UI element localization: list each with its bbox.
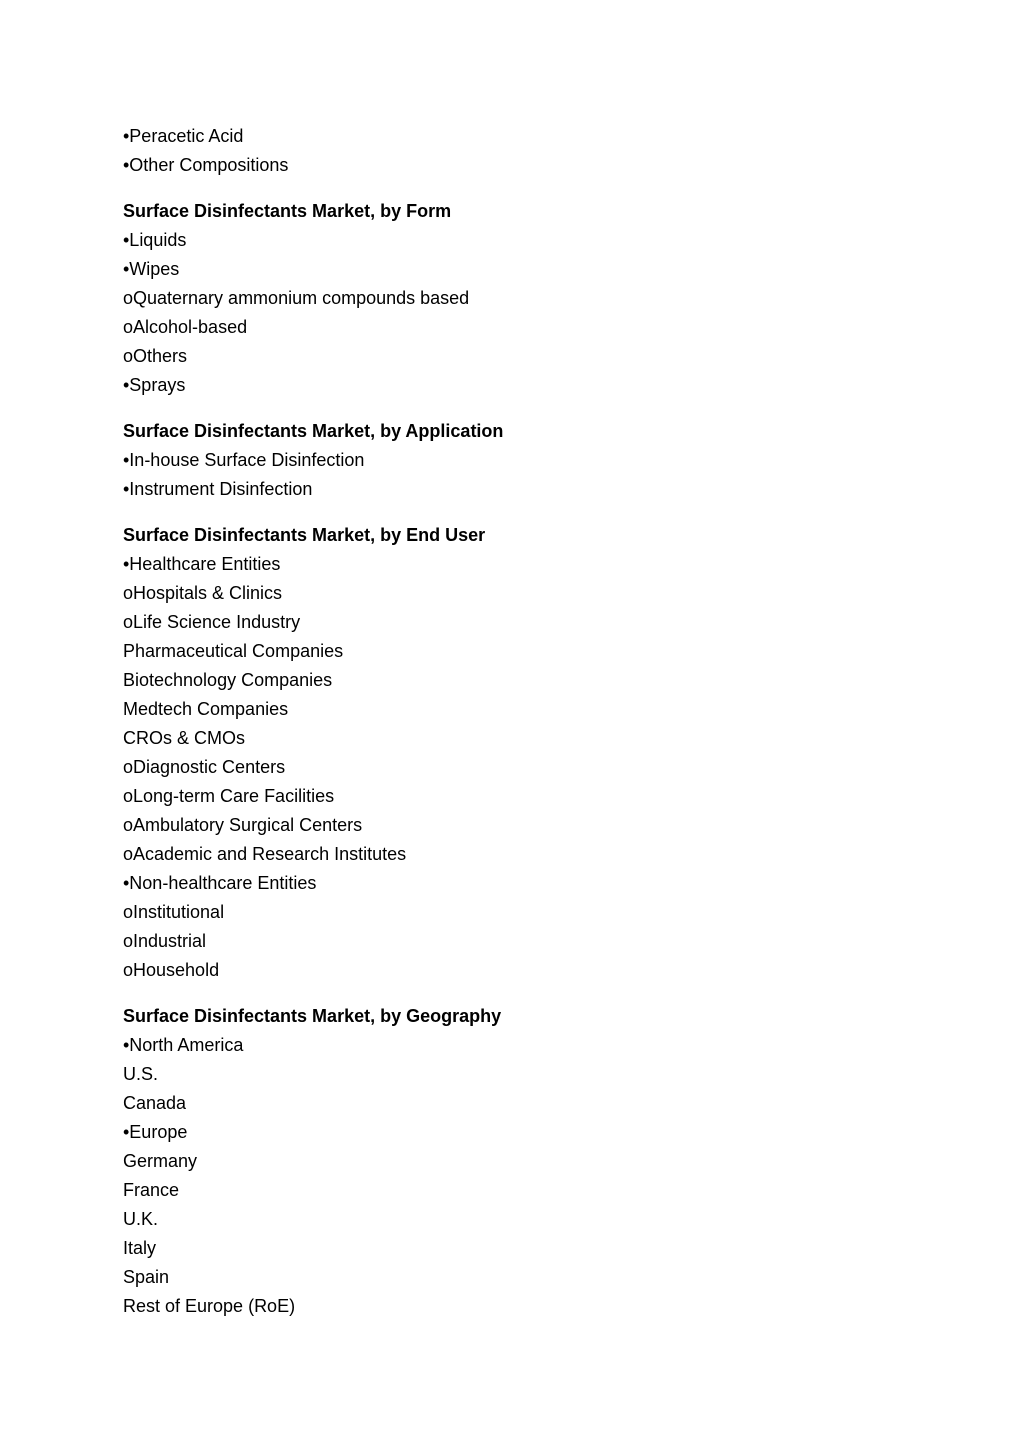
- list-item: U.K.: [123, 1209, 159, 1229]
- list-item: CROs & CMOs: [123, 728, 246, 748]
- list-item: oIndustrial: [123, 931, 207, 951]
- list-item: oLife Science Industry: [123, 612, 301, 632]
- list-item: oDiagnostic Centers: [123, 757, 286, 777]
- list-item: Italy: [123, 1238, 157, 1258]
- list-item: •Other Compositions: [123, 155, 289, 175]
- list-item: •Peracetic Acid: [123, 126, 244, 146]
- list-item: •Wipes: [123, 259, 180, 279]
- list-item: oHousehold: [123, 960, 220, 980]
- list-item: oOthers: [123, 346, 188, 366]
- document-page: [123, 122, 923, 1321]
- list-item: •North America: [123, 1035, 244, 1055]
- list-item: •Liquids: [123, 230, 187, 250]
- list-item: Medtech Companies: [123, 699, 289, 719]
- list-item: oAmbulatory Surgical Centers: [123, 815, 363, 835]
- list-item: oQuaternary ammonium compounds based: [123, 288, 470, 308]
- list-item: •Europe: [123, 1122, 188, 1142]
- list-item: oAlcohol-based: [123, 317, 248, 337]
- list-item: oHospitals & Clinics: [123, 583, 283, 603]
- list-item: Rest of Europe (RoE): [123, 1296, 296, 1316]
- list-item: •In-house Surface Disinfection: [123, 450, 365, 470]
- list-item: •Sprays: [123, 375, 186, 395]
- list-item: •Healthcare Entities: [123, 554, 281, 574]
- list-item: oAcademic and Research Institutes: [123, 844, 407, 864]
- list-item: Biotechnology Companies: [123, 670, 333, 690]
- section-heading-application: Surface Disinfectants Market, by Application: [123, 421, 504, 441]
- list-item: France: [123, 1180, 180, 1200]
- section-heading-end-user: Surface Disinfectants Market, by End User: [123, 525, 486, 545]
- section-heading-geography: Surface Disinfectants Market, by Geography: [123, 1006, 502, 1026]
- list-item: Spain: [123, 1267, 170, 1287]
- list-item: oLong-term Care Facilities: [123, 786, 335, 806]
- list-item: Canada: [123, 1093, 187, 1113]
- section-heading-form: Surface Disinfectants Market, by Form: [123, 201, 452, 221]
- list-item: U.S.: [123, 1064, 159, 1084]
- list-item: •Instrument Disinfection: [123, 479, 313, 499]
- list-item: Pharmaceutical Companies: [123, 641, 344, 661]
- list-item: oInstitutional: [123, 902, 225, 922]
- list-item: Germany: [123, 1151, 198, 1171]
- list-item: •Non-healthcare Entities: [123, 873, 317, 893]
